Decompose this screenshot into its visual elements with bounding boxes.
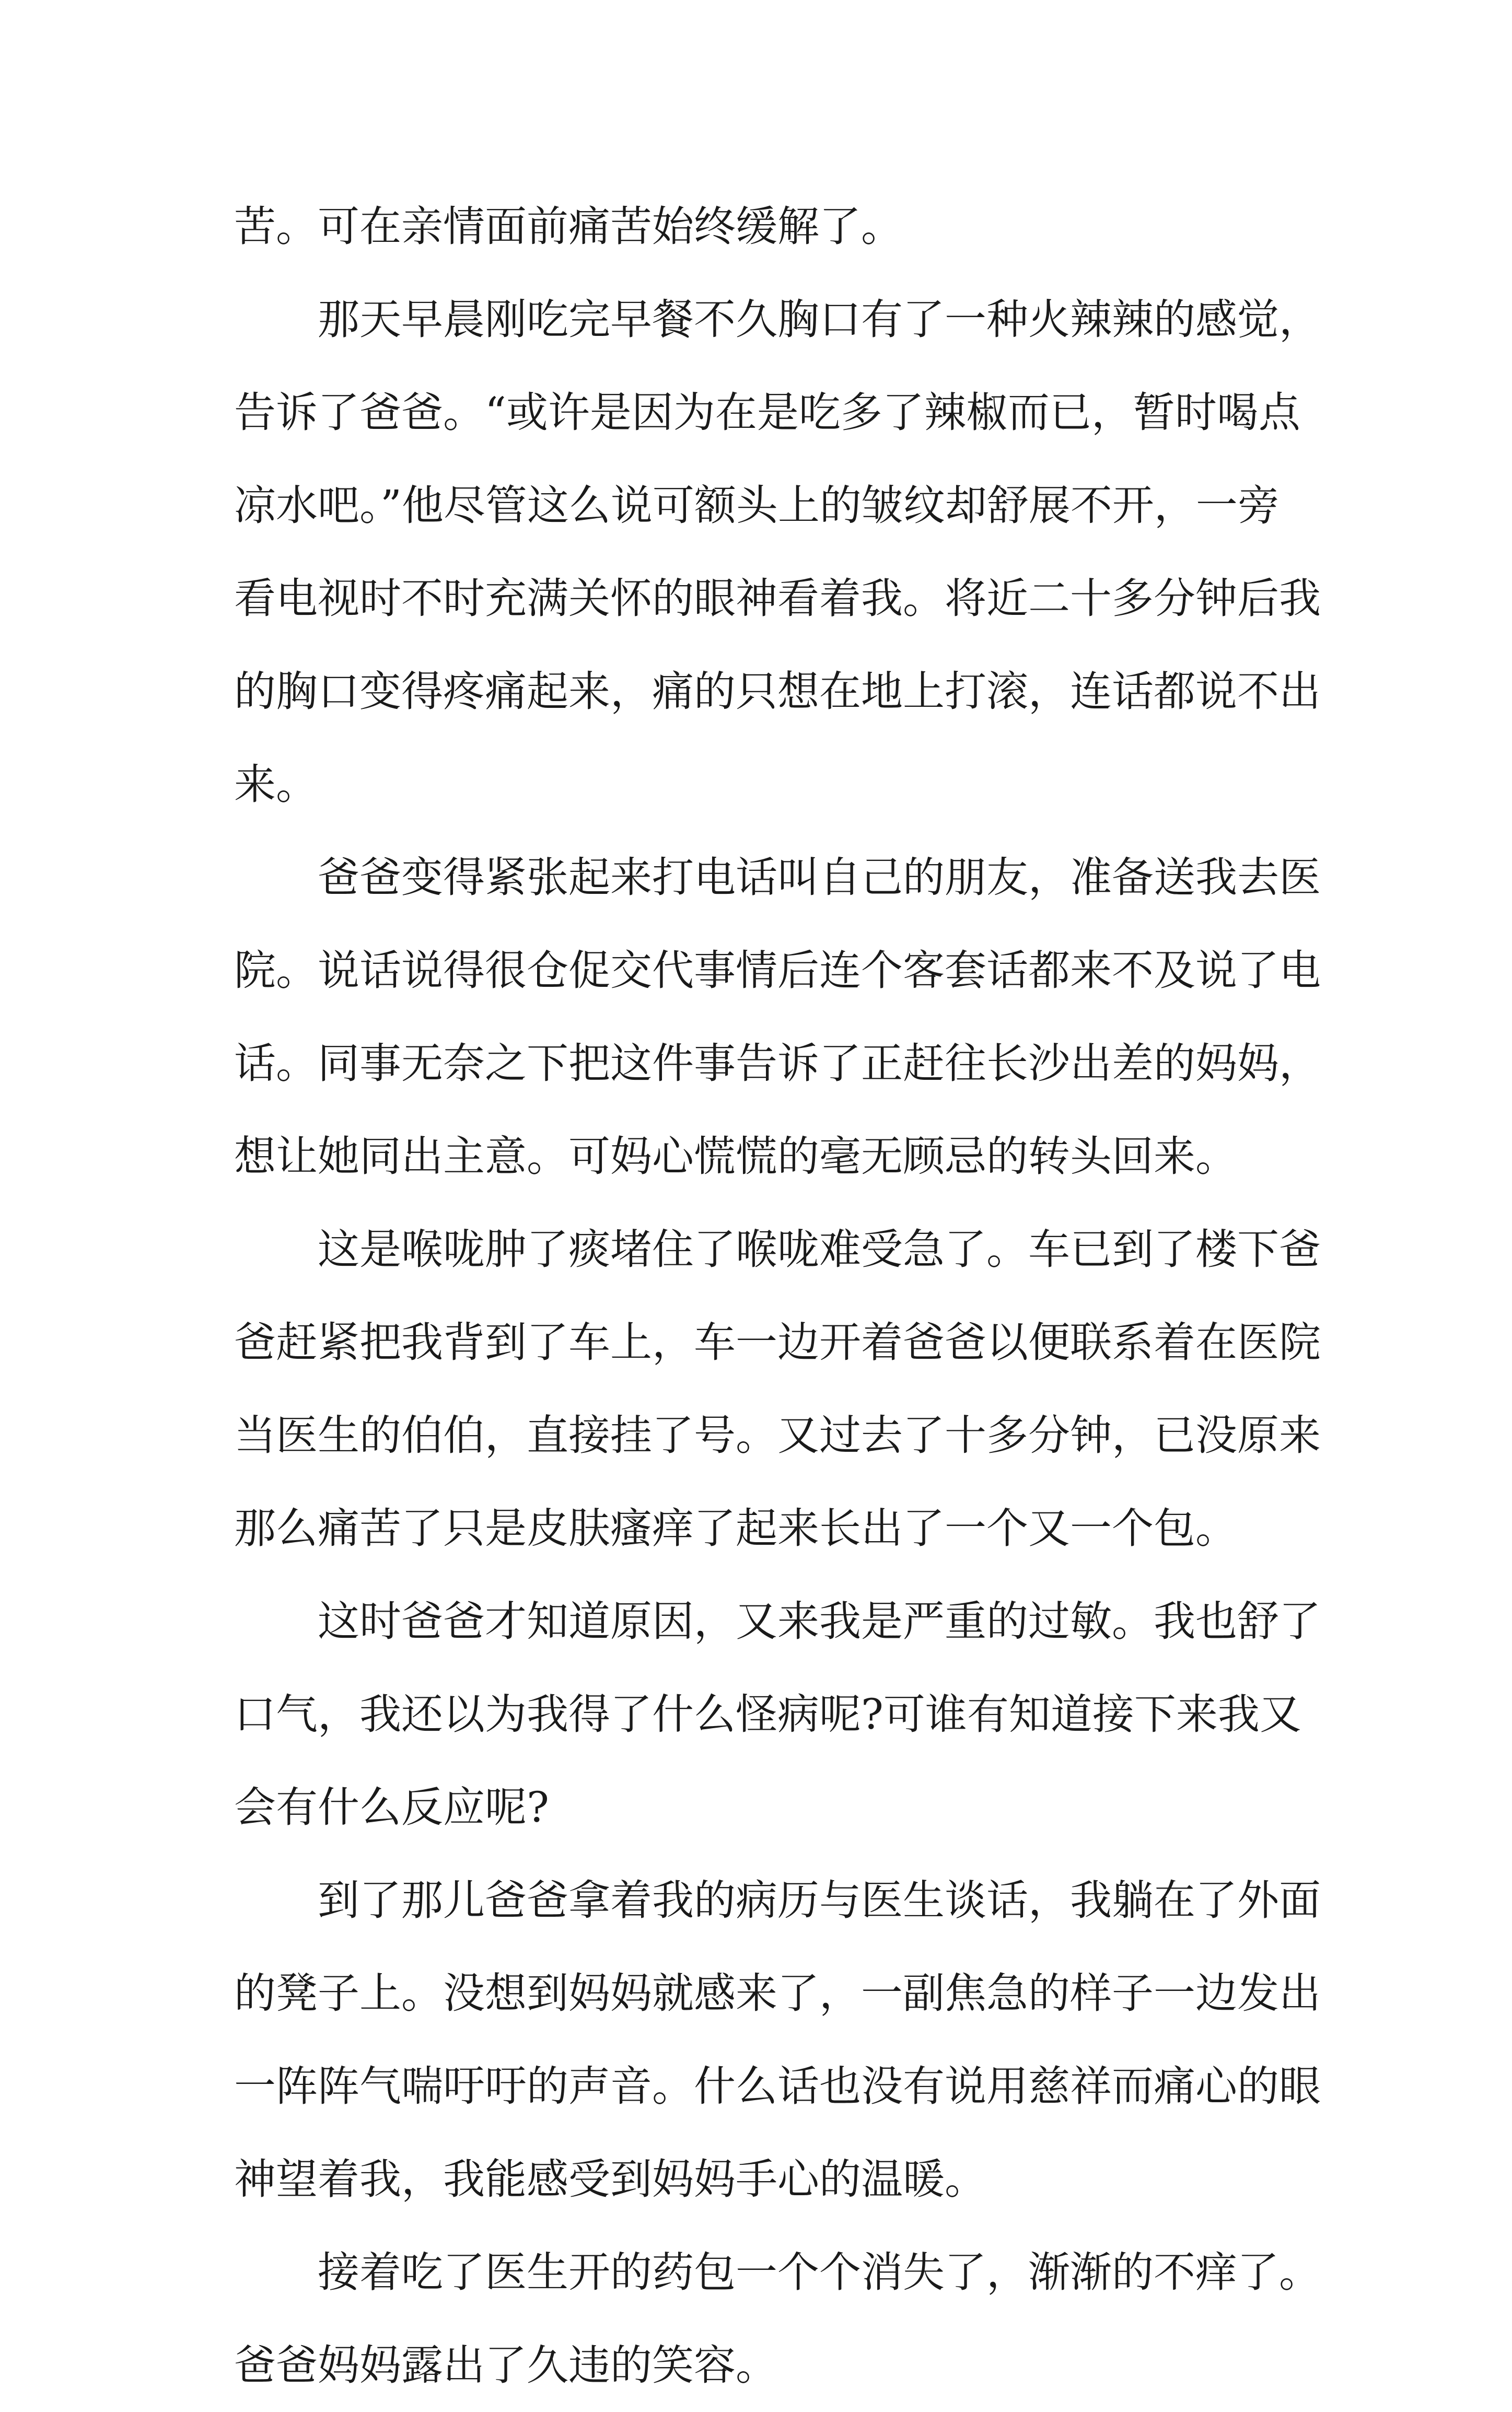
text-line: 接着吃了医生开的药包一个个消失了，渐渐的不痒了。	[318, 2248, 1321, 2297]
text-line: 的凳子上。没想到妈妈就感来了，一副焦急的样子一边发出	[234, 1969, 1321, 2018]
text-line: 告诉了爸爸。“或许是因为在是吃多了辣椒而已，暂时喝点	[234, 388, 1300, 437]
text-line: 那天早晨刚吃完早餐不久胸口有了一种火辣辣的感觉，	[318, 295, 1321, 344]
text-line: 爸赶紧把我背到了车上，车一边开着爸爸以便联系着在医院	[234, 1318, 1321, 1367]
text-line: 看电视时不时充满关怀的眼神看着我。将近二十多分钟后我	[234, 574, 1321, 623]
paragraph-4	[234, 1203, 1326, 1575]
paragraph-6	[234, 1854, 1326, 2226]
text-line: 苦。可在亲情面前痛苦始终缓解了。	[234, 202, 903, 251]
text-line: 凉水吧。”他尽管这么说可额头上的皱纹却舒展不开，一旁	[234, 481, 1280, 530]
paragraph-7	[234, 2226, 1326, 2412]
text-line: 院。说话说得很仓促交代事情后连个客套话都来不及说了电	[234, 946, 1321, 995]
text-line: 爸爸妈妈露出了久违的笑容。	[234, 2341, 777, 2390]
text-line: 到了那儿爸爸拿着我的病历与医生谈话，我躺在了外面	[318, 1876, 1321, 1925]
text-line: 口气，我还以为我得了什么怪病呢?可谁有知道接下来我又	[234, 1690, 1301, 1739]
text-line: 想让她同出主意。可妈心慌慌的毫无顾忌的转头回来。	[234, 1132, 1237, 1181]
text-line: 会有什么反应呢?	[234, 1783, 549, 1832]
text-line: 爸爸变得紧张起来打电话叫自己的朋友，准备送我去医	[318, 853, 1321, 902]
text-line: 当医生的伯伯，直接挂了号。又过去了十多分钟，已没原来	[234, 1411, 1321, 1460]
paragraph-2	[234, 273, 1326, 831]
text-line: 的胸口变得疼痛起来，痛的只想在地上打滚，连话都说不出	[234, 667, 1321, 716]
text-line: 那么痛苦了只是皮肤瘙痒了起来长出了一个又一个包。	[234, 1504, 1237, 1553]
paragraph-5	[234, 1575, 1326, 1854]
text-line: 来。	[234, 760, 318, 809]
text-line: 一阵阵气喘吁吁的声音。什么话也没有说用慈祥而痛心的眼	[234, 2062, 1321, 2111]
paragraph-1	[234, 180, 1326, 273]
document-body	[234, 180, 1326, 2412]
text-line: 话。同事无奈之下把这件事告诉了正赶往长沙出差的妈妈，	[234, 1039, 1321, 1088]
text-line: 神望着我，我能感受到妈妈手心的温暖。	[234, 2155, 986, 2204]
text-line: 这是喉咙肿了痰堵住了喉咙难受急了。车已到了楼下爸	[318, 1225, 1321, 1274]
paragraph-3	[234, 831, 1326, 1203]
text-line: 这时爸爸才知道原因，又来我是严重的过敏。我也舒了	[318, 1597, 1321, 1646]
